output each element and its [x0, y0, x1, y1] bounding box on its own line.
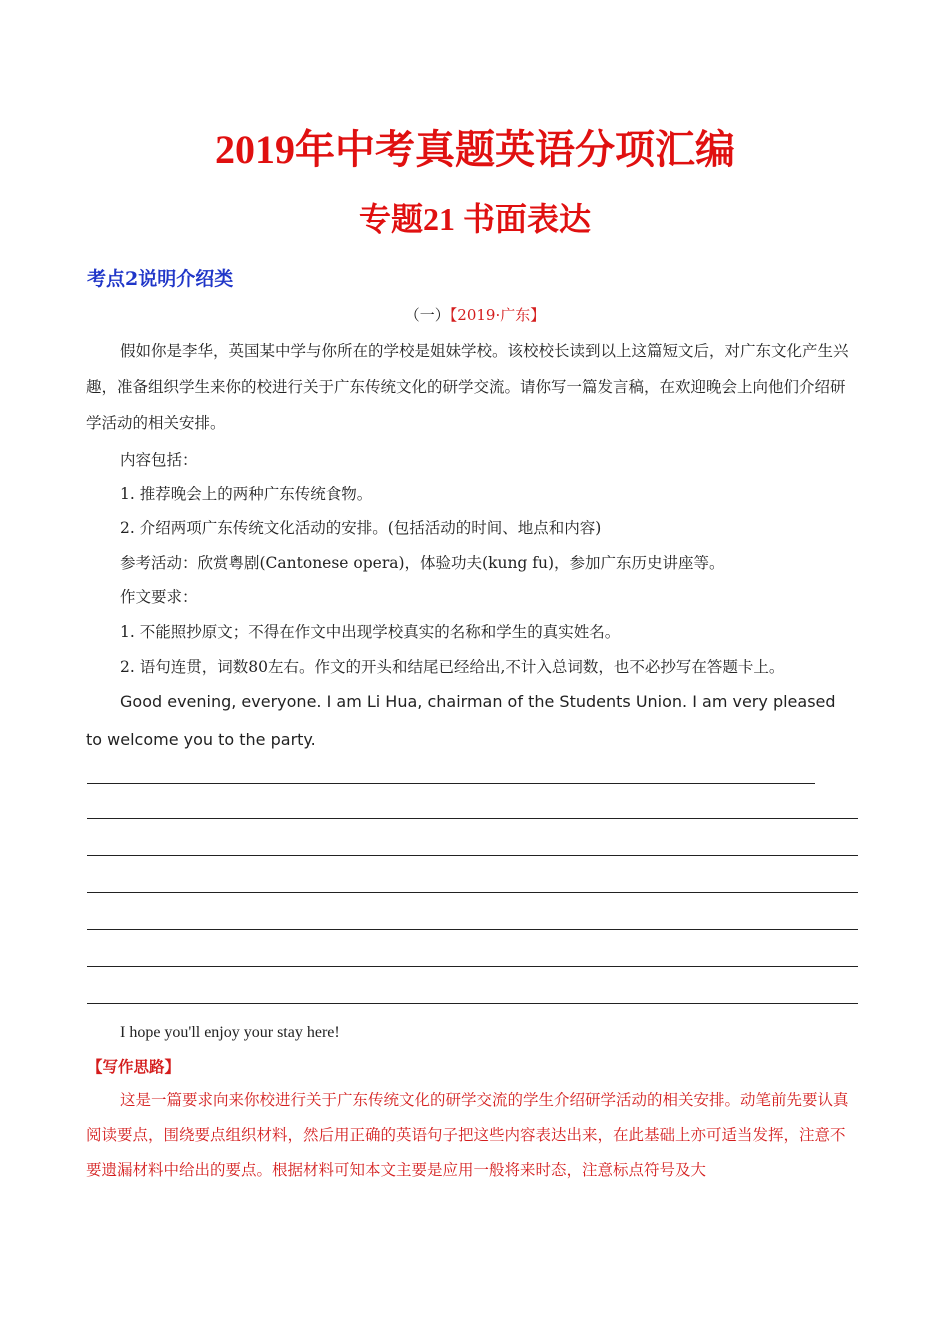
content-item-1: 1. 推荐晚会上的两种广东传统食物。 [120, 485, 373, 503]
answer-line [87, 929, 858, 930]
document-subtitle: 专题21 书面表达 [358, 201, 591, 237]
document-title: 2019年中考真题英语分项汇编 [215, 127, 735, 172]
content-label: 内容包括： [120, 451, 198, 469]
answer-line [87, 818, 858, 819]
content-item-2: 2. 介绍两项广东传统文化活动的安排。(包括活动的时间、地点和内容) [120, 519, 602, 537]
answer-line [87, 892, 858, 893]
requirements-label: 作文要求： [120, 588, 198, 606]
requirement-1: 1. 不能照抄原文；不得在作文中出现学校真实的名称和学生的真实姓名。 [120, 623, 621, 641]
question-index: （一） [404, 306, 450, 324]
reference-activities: 参考活动：欣赏粤剧(Cantonese opera)，体验功夫(kung fu)，参加广东历史讲座等。 [120, 554, 725, 572]
analysis-label: 【写作思路】 [87, 1057, 181, 1076]
prompt-intro: 假如你是李华，英国某中学与你所在的学校是姐妹学校。该校校长读到以上这篇短文后，对广东文化产生兴趣，准备组织学生来你的校进行关于广东传统文化的研学交流。请你写一篇发言稿，在欢迎晚会上向他们介绍研学活动的相关安排。 [86, 342, 849, 432]
essay-opening: Good evening, everyone. I am Li Hua, chairman of the Students Union. I am very pleased to welcome you to the party. [86, 692, 836, 749]
question-source [0, 303, 950, 327]
requirement-2: 2. 语句连贯，词数80左右。作文的开头和结尾已经给出,不计入总词数，也不必抄写在答题卡上。 [120, 658, 785, 676]
answer-line [87, 855, 858, 856]
analysis-text: 这是一篇要求向来你校进行关于广东传统文化的研学交流的学生介绍研学活动的相关安排。动笔前先要认真阅读要点，围绕要点组织材料，然后用正确的英语句子把这些内容表达出来，在此基础上亦可适当发挥，注意不要遗漏材料中给出的要点。根据材料可知本文主要是应用一般将来时态，注意标点符号及大 [86, 1091, 849, 1179]
section-heading: 考点2说明介绍类 [87, 268, 234, 290]
essay-closing: I hope you'll enjoy your stay here! [120, 1024, 340, 1041]
answer-line [87, 966, 858, 967]
source-tag: 【2019·广东】 [449, 306, 546, 324]
answer-line [87, 783, 815, 784]
answer-line [87, 1003, 858, 1004]
